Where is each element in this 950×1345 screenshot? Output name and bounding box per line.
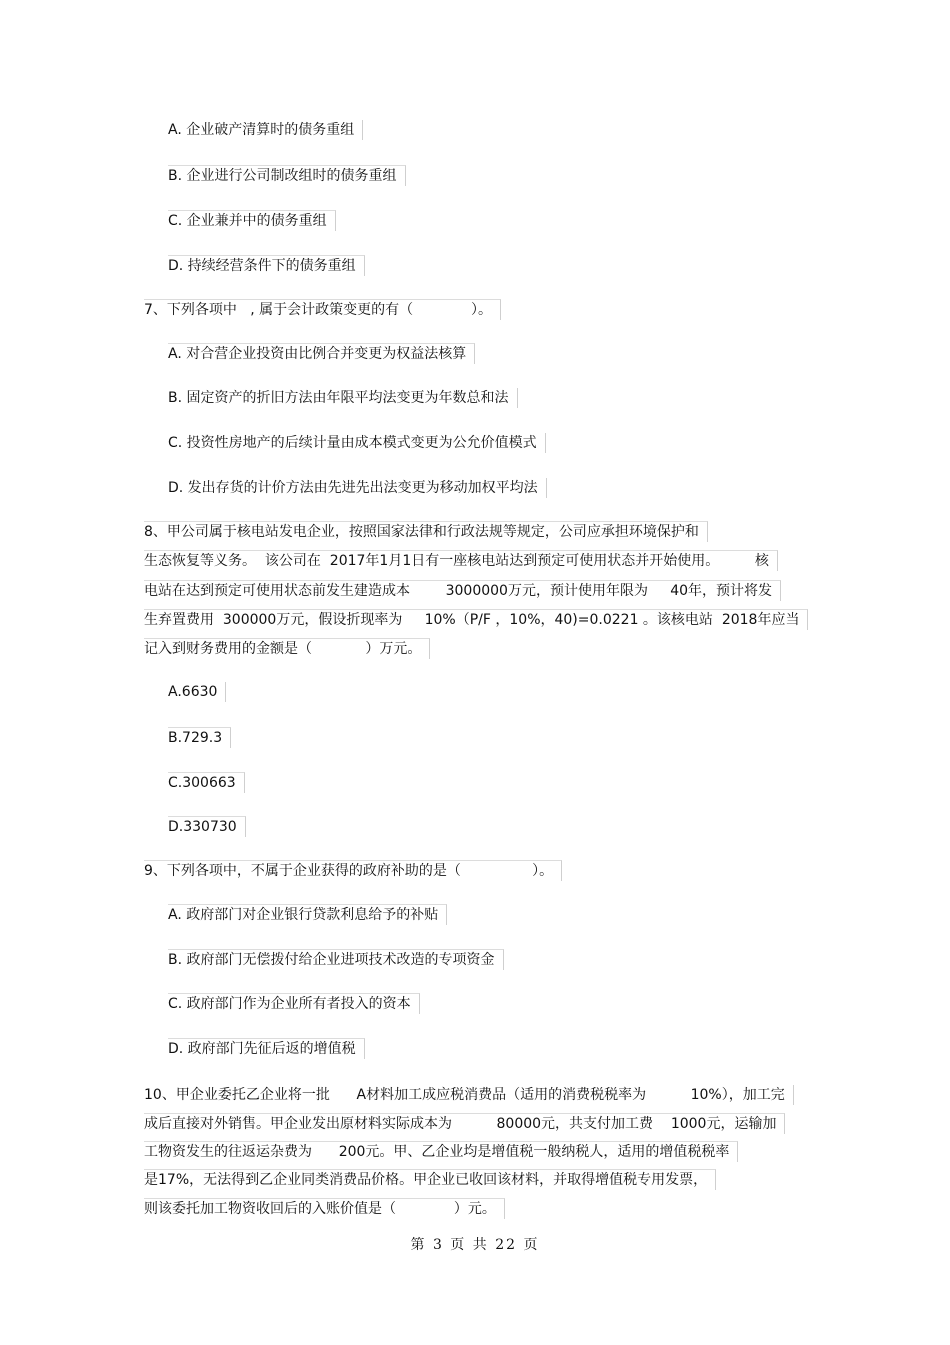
q6-option-d: D. 持续经营条件下的债务重组 — [168, 255, 365, 276]
q7-option-a: A. 对合营企业投资由比例合并变更为权益法核算 — [168, 343, 475, 364]
q8-option-b: B.729.3 — [168, 727, 231, 748]
q10-stem-line-4: 是17%，无法得到乙企业同类消费品价格。甲企业已收回该材料，并取得增值税专用发票， — [144, 1169, 716, 1190]
q6-option-b: B. 企业进行公司制改组时的债务重组 — [168, 165, 406, 186]
q6-option-c: C. 企业兼并中的债务重组 — [168, 210, 336, 231]
q7-option-d: D. 发出存货的计价方法由先进先出法变更为移动加权平均法 — [168, 478, 547, 498]
q8-option-c: C.300663 — [168, 772, 245, 793]
q7-stem: 7、下列各项中 , 属于会计政策变更的有（ ）。 — [144, 299, 501, 320]
q8-option-a: A.6630 — [168, 682, 226, 702]
q8-option-d: D.330730 — [168, 816, 246, 837]
q9-stem: 9、下列各项中，不属于企业获得的政府补助的是（ ）。 — [144, 860, 562, 881]
q8-stem-line-3: 电站在达到预定可使用状态前发生建造成本 3000000万元，预计使用年限为 40年，预计将发 — [144, 580, 781, 601]
q9-option-d: D. 政府部门先征后返的增值税 — [168, 1038, 365, 1059]
q10-stem-line-1: 10、甲企业委托乙企业将一批 A材料加工成应税消费品（适用的消费税税率为 10%），加工完 — [144, 1085, 794, 1105]
q8-stem-line-2: 生态恢复等义务。 该公司在 2017年1月1日有一座核电站达到预定可使用状态并开始使用。 核 — [144, 550, 778, 571]
q8-stem-line-1: 8、甲公司属于核电站发电企业，按照国家法律和行政法规等规定，公司应承担环境保护和 — [144, 521, 708, 542]
q9-option-a: A. 政府部门对企业银行贷款利息给予的补贴 — [168, 904, 447, 925]
page-number-footer: 第 3 页 共 22 页 — [410, 1237, 540, 1253]
q8-stem-line-5: 记入到财务费用的金额是（ ）万元。 — [144, 638, 430, 659]
q7-option-c: C. 投资性房地产的后续计量由成本模式变更为公允价值模式 — [168, 433, 546, 453]
q10-stem-line-5: 则该委托加工物资收回后的入账价值是（ ）元。 — [144, 1198, 505, 1219]
q10-stem-line-3: 工物资发生的往返运杂费为 200元。甲、乙企业均是增值税一般纳税人，适用的增值税税率 — [144, 1141, 738, 1162]
q8-stem-line-4: 生弃置费用 300000万元，假设折现率为 10%（P/F ，10%，40)=0.0221 。该核电站 2018年应当 — [144, 609, 808, 630]
q6-option-a: A. 企业破产清算时的债务重组 — [168, 120, 363, 140]
q9-option-c: C. 政府部门作为企业所有者投入的资本 — [168, 993, 420, 1014]
q10-stem-line-2: 成后直接对外销售。甲企业发出原材料实际成本为 80000元，共支付加工费 1000元，运输加 — [144, 1113, 785, 1134]
q9-option-b: B. 政府部门无偿拨付给企业进项技术改造的专项资金 — [168, 949, 504, 970]
q7-option-b: B. 固定资产的折旧方法由年限平均法变更为年数总和法 — [168, 388, 518, 408]
